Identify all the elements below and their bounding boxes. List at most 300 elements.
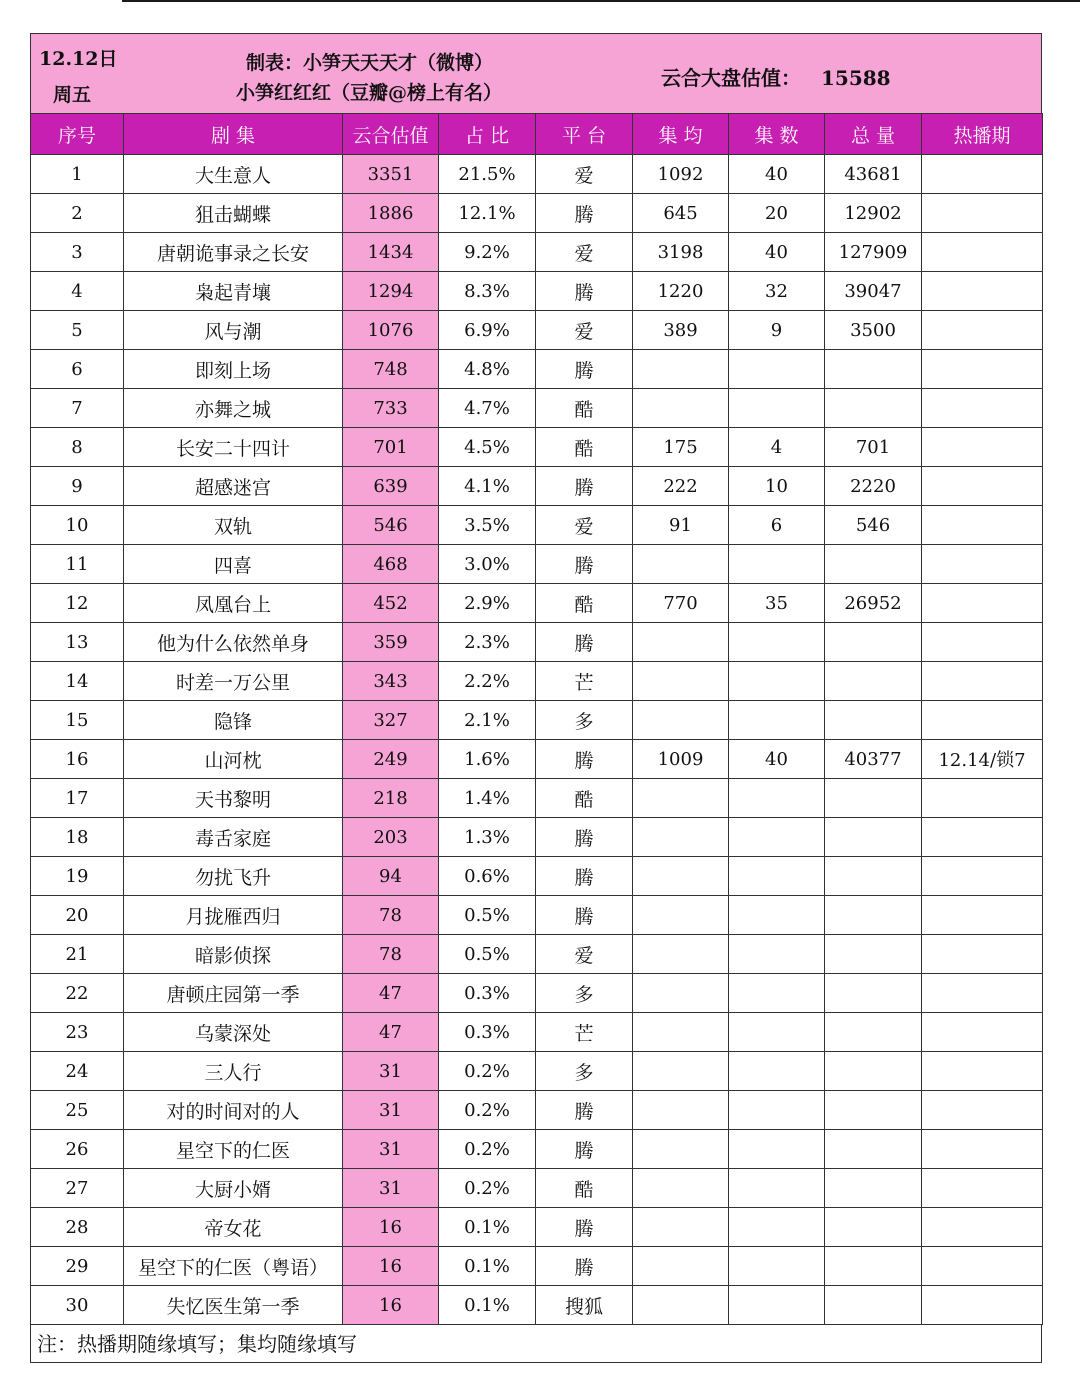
col-title-cell: 狙击蝴蝶 — [124, 194, 343, 233]
col-total-cell — [825, 1169, 922, 1208]
col-hot-period-header: 热播期 — [922, 114, 1043, 155]
col-estimate-cell: 16 — [343, 1286, 439, 1325]
col-total-cell: 546 — [825, 506, 922, 545]
col-share-cell: 0.6% — [439, 857, 536, 896]
column-header-row — [31, 114, 1043, 155]
col-estimate-cell: 701 — [343, 428, 439, 467]
table-row — [31, 935, 1043, 974]
table-row — [31, 701, 1043, 740]
col-platform-cell: 多 — [536, 701, 633, 740]
col-avg-cell: 91 — [633, 506, 729, 545]
table-row — [31, 155, 1043, 194]
col-episodes-cell: 40 — [729, 233, 825, 272]
col-title-cell: 凤凰台上 — [124, 584, 343, 623]
col-platform-cell: 腾 — [536, 1208, 633, 1247]
col-title-cell: 大厨小婿 — [124, 1169, 343, 1208]
col-share-cell: 2.9% — [439, 584, 536, 623]
col-title-cell: 三人行 — [124, 1052, 343, 1091]
col-episodes-cell — [729, 974, 825, 1013]
col-index-cell: 9 — [31, 467, 124, 506]
col-share-cell: 12.1% — [439, 194, 536, 233]
col-index-cell: 15 — [31, 701, 124, 740]
col-estimate-cell: 3351 — [343, 155, 439, 194]
table-row — [31, 311, 1043, 350]
col-total-cell — [825, 1052, 922, 1091]
col-total-header: 总 量 — [825, 114, 922, 155]
col-hot-period-cell — [922, 1286, 1043, 1325]
col-episodes-cell — [729, 1013, 825, 1052]
col-title-cell: 大生意人 — [124, 155, 343, 194]
col-share-cell: 0.1% — [439, 1208, 536, 1247]
col-avg-cell: 222 — [633, 467, 729, 506]
col-estimate-cell: 639 — [343, 467, 439, 506]
col-index-cell: 1 — [31, 155, 124, 194]
col-estimate-cell: 16 — [343, 1247, 439, 1286]
table-row — [31, 896, 1043, 935]
col-total-cell — [825, 1208, 922, 1247]
col-index-cell: 21 — [31, 935, 124, 974]
table-row — [31, 272, 1043, 311]
col-title-cell: 唐顿庄园第一季 — [124, 974, 343, 1013]
table-row — [31, 350, 1043, 389]
col-index-cell: 25 — [31, 1091, 124, 1130]
col-avg-cell — [633, 350, 729, 389]
col-share-cell: 0.3% — [439, 1013, 536, 1052]
table-row — [31, 389, 1043, 428]
col-total-cell — [825, 1247, 922, 1286]
col-estimate-cell: 16 — [343, 1208, 439, 1247]
col-episodes-cell — [729, 662, 825, 701]
col-title-cell: 乌蒙深处 — [124, 1013, 343, 1052]
col-episodes-header: 集 数 — [729, 114, 825, 155]
col-total-cell — [825, 701, 922, 740]
col-platform-cell: 爱 — [536, 935, 633, 974]
table-row — [31, 1169, 1043, 1208]
col-avg-cell — [633, 1130, 729, 1169]
col-index-cell: 12 — [31, 584, 124, 623]
col-hot-period-cell — [922, 1091, 1043, 1130]
col-title-cell: 天书黎明 — [124, 779, 343, 818]
col-estimate-cell: 748 — [343, 350, 439, 389]
col-total-cell: 26952 — [825, 584, 922, 623]
col-estimate-cell: 452 — [343, 584, 439, 623]
col-share-cell: 4.7% — [439, 389, 536, 428]
col-hot-period-cell — [922, 467, 1043, 506]
col-platform-header: 平 台 — [536, 114, 633, 155]
col-avg-cell — [633, 1247, 729, 1286]
col-avg-cell — [633, 389, 729, 428]
table-row — [31, 662, 1043, 701]
col-title-cell: 隐锋 — [124, 701, 343, 740]
col-episodes-cell: 32 — [729, 272, 825, 311]
col-share-cell: 3.5% — [439, 506, 536, 545]
col-episodes-cell — [729, 1247, 825, 1286]
col-hot-period-cell — [922, 506, 1043, 545]
col-total-cell — [825, 1130, 922, 1169]
col-total-cell: 40377 — [825, 740, 922, 779]
col-share-cell: 6.9% — [439, 311, 536, 350]
col-total-cell — [825, 857, 922, 896]
col-total-cell — [825, 662, 922, 701]
col-title-cell: 超感迷宫 — [124, 467, 343, 506]
table-row — [31, 1130, 1043, 1169]
col-title-cell: 暗影侦探 — [124, 935, 343, 974]
col-episodes-cell — [729, 701, 825, 740]
col-title-cell: 唐朝诡事录之长安 — [124, 233, 343, 272]
col-index-cell: 5 — [31, 311, 124, 350]
table-row — [31, 545, 1043, 584]
col-hot-period-cell — [922, 857, 1043, 896]
col-title-cell: 长安二十四计 — [124, 428, 343, 467]
col-hot-period-cell — [922, 428, 1043, 467]
table-row — [31, 1208, 1043, 1247]
col-index-cell: 4 — [31, 272, 124, 311]
col-episodes-cell — [729, 1130, 825, 1169]
col-avg-cell: 1092 — [633, 155, 729, 194]
col-index-cell: 24 — [31, 1052, 124, 1091]
table-row — [31, 623, 1043, 662]
col-episodes-cell — [729, 545, 825, 584]
col-share-cell: 0.2% — [439, 1130, 536, 1169]
header-credit-douban: 小笋红红红（豆瓣@榜上有名） — [236, 82, 503, 104]
col-hot-period-cell — [922, 896, 1043, 935]
col-share-cell: 0.3% — [439, 974, 536, 1013]
col-index-cell: 10 — [31, 506, 124, 545]
col-hot-period-cell — [922, 818, 1043, 857]
col-platform-cell: 芒 — [536, 1013, 633, 1052]
table-body — [31, 155, 1043, 1325]
col-total-cell: 43681 — [825, 155, 922, 194]
col-platform-cell: 爱 — [536, 155, 633, 194]
col-hot-period-cell — [922, 194, 1043, 233]
table-row — [31, 779, 1043, 818]
col-platform-cell: 酷 — [536, 389, 633, 428]
col-estimate-cell: 31 — [343, 1169, 439, 1208]
col-estimate-cell: 733 — [343, 389, 439, 428]
col-index-cell: 26 — [31, 1130, 124, 1169]
col-hot-period-cell — [922, 350, 1043, 389]
col-estimate-cell: 1076 — [343, 311, 439, 350]
table-row — [31, 1052, 1043, 1091]
col-share-cell: 8.3% — [439, 272, 536, 311]
table-row — [31, 740, 1043, 779]
table-row — [31, 233, 1043, 272]
col-episodes-cell — [729, 1091, 825, 1130]
col-index-cell: 20 — [31, 896, 124, 935]
col-avg-cell: 770 — [633, 584, 729, 623]
col-hot-period-cell — [922, 779, 1043, 818]
col-share-cell: 3.0% — [439, 545, 536, 584]
col-platform-cell: 腾 — [536, 1091, 633, 1130]
col-episodes-cell — [729, 1052, 825, 1091]
col-platform-cell: 酷 — [536, 584, 633, 623]
table-row — [31, 857, 1043, 896]
col-avg-cell — [633, 818, 729, 857]
col-avg-cell: 3198 — [633, 233, 729, 272]
col-episodes-cell: 6 — [729, 506, 825, 545]
col-title-cell: 毒舌家庭 — [124, 818, 343, 857]
col-title-cell: 对的时间对的人 — [124, 1091, 343, 1130]
col-share-cell: 9.2% — [439, 233, 536, 272]
col-avg-header: 集 均 — [633, 114, 729, 155]
col-avg-cell — [633, 623, 729, 662]
col-share-cell: 0.2% — [439, 1052, 536, 1091]
col-index-cell: 23 — [31, 1013, 124, 1052]
col-hot-period-cell — [922, 935, 1043, 974]
col-avg-cell — [633, 779, 729, 818]
col-platform-cell: 腾 — [536, 194, 633, 233]
col-share-cell: 1.6% — [439, 740, 536, 779]
col-share-cell: 0.2% — [439, 1169, 536, 1208]
table-row — [31, 428, 1043, 467]
header-weekday: 周五 — [53, 84, 92, 106]
col-avg-cell — [633, 662, 729, 701]
col-episodes-cell — [729, 779, 825, 818]
col-estimate-cell: 468 — [343, 545, 439, 584]
col-index-cell: 17 — [31, 779, 124, 818]
col-avg-cell: 645 — [633, 194, 729, 233]
col-index-cell: 18 — [31, 818, 124, 857]
footnote: 注：热播期随缘填写；集均随缘填写 — [30, 1325, 1042, 1363]
col-episodes-cell: 20 — [729, 194, 825, 233]
col-estimate-cell: 327 — [343, 701, 439, 740]
col-total-cell — [825, 1013, 922, 1052]
col-platform-cell: 多 — [536, 1052, 633, 1091]
col-platform-cell: 腾 — [536, 623, 633, 662]
top-border-line — [122, 0, 1080, 2]
col-estimate-cell: 218 — [343, 779, 439, 818]
col-total-cell: 701 — [825, 428, 922, 467]
total-label: 云合大盘估值： — [661, 66, 801, 90]
col-avg-cell — [633, 1052, 729, 1091]
header-total-estimate — [661, 62, 891, 91]
col-share-cell: 1.4% — [439, 779, 536, 818]
col-hot-period-cell — [922, 272, 1043, 311]
col-title-header: 剧 集 — [124, 114, 343, 155]
col-hot-period-cell — [922, 233, 1043, 272]
col-platform-cell: 酷 — [536, 779, 633, 818]
col-index-cell: 16 — [31, 740, 124, 779]
col-estimate-cell: 31 — [343, 1052, 439, 1091]
sheet-header — [30, 33, 1042, 113]
col-platform-cell: 搜狐 — [536, 1286, 633, 1325]
col-platform-cell: 腾 — [536, 857, 633, 896]
col-hot-period-cell: 12.14/锁7 — [922, 740, 1043, 779]
col-hot-period-cell — [922, 974, 1043, 1013]
col-avg-cell: 1220 — [633, 272, 729, 311]
col-estimate-cell: 47 — [343, 974, 439, 1013]
col-platform-cell: 腾 — [536, 896, 633, 935]
col-episodes-cell: 35 — [729, 584, 825, 623]
col-estimate-cell: 203 — [343, 818, 439, 857]
col-platform-cell: 腾 — [536, 740, 633, 779]
col-estimate-cell: 1434 — [343, 233, 439, 272]
col-total-cell: 2220 — [825, 467, 922, 506]
col-total-cell — [825, 935, 922, 974]
col-index-cell: 2 — [31, 194, 124, 233]
col-episodes-cell — [729, 1169, 825, 1208]
col-total-cell — [825, 350, 922, 389]
col-total-cell — [825, 974, 922, 1013]
col-episodes-cell: 4 — [729, 428, 825, 467]
col-estimate-cell: 31 — [343, 1130, 439, 1169]
col-platform-cell: 芒 — [536, 662, 633, 701]
col-hot-period-cell — [922, 1130, 1043, 1169]
col-episodes-cell — [729, 1208, 825, 1247]
ratings-sheet — [30, 33, 1042, 1363]
col-share-cell: 0.2% — [439, 1091, 536, 1130]
table-row — [31, 818, 1043, 857]
col-title-cell: 勿扰飞升 — [124, 857, 343, 896]
col-episodes-cell: 40 — [729, 155, 825, 194]
col-hot-period-cell — [922, 1052, 1043, 1091]
col-index-cell: 19 — [31, 857, 124, 896]
table-row — [31, 467, 1043, 506]
col-episodes-cell — [729, 1286, 825, 1325]
total-value: 15588 — [821, 66, 891, 90]
col-share-cell: 4.5% — [439, 428, 536, 467]
col-share-header: 占 比 — [439, 114, 536, 155]
col-episodes-cell: 10 — [729, 467, 825, 506]
col-estimate-cell: 94 — [343, 857, 439, 896]
col-avg-cell — [633, 1169, 729, 1208]
col-index-cell: 22 — [31, 974, 124, 1013]
drama-table — [30, 113, 1043, 1325]
col-estimate-cell: 31 — [343, 1091, 439, 1130]
col-share-cell: 2.2% — [439, 662, 536, 701]
col-estimate-cell: 359 — [343, 623, 439, 662]
col-total-cell: 12902 — [825, 194, 922, 233]
col-estimate-cell: 78 — [343, 935, 439, 974]
col-estimate-cell: 1886 — [343, 194, 439, 233]
col-platform-cell: 腾 — [536, 545, 633, 584]
col-episodes-cell: 40 — [729, 740, 825, 779]
col-title-cell: 即刻上场 — [124, 350, 343, 389]
col-title-cell: 帝女花 — [124, 1208, 343, 1247]
col-share-cell: 1.3% — [439, 818, 536, 857]
col-total-cell: 127909 — [825, 233, 922, 272]
col-avg-cell — [633, 545, 729, 584]
col-platform-cell: 腾 — [536, 818, 633, 857]
col-avg-cell — [633, 935, 729, 974]
table-row — [31, 506, 1043, 545]
col-episodes-cell — [729, 896, 825, 935]
col-avg-cell — [633, 1286, 729, 1325]
col-platform-cell: 爱 — [536, 311, 633, 350]
col-share-cell: 2.1% — [439, 701, 536, 740]
col-hot-period-cell — [922, 155, 1043, 194]
col-hot-period-cell — [922, 662, 1043, 701]
col-share-cell: 4.1% — [439, 467, 536, 506]
col-avg-cell: 389 — [633, 311, 729, 350]
col-total-cell — [825, 623, 922, 662]
col-title-cell: 失忆医生第一季 — [124, 1286, 343, 1325]
col-index-cell: 27 — [31, 1169, 124, 1208]
col-avg-cell — [633, 857, 729, 896]
col-avg-cell — [633, 896, 729, 935]
col-platform-cell: 腾 — [536, 1130, 633, 1169]
table-row — [31, 194, 1043, 233]
col-platform-cell: 腾 — [536, 272, 633, 311]
col-index-cell: 14 — [31, 662, 124, 701]
col-estimate-cell: 1294 — [343, 272, 439, 311]
col-total-cell — [825, 389, 922, 428]
col-index-header: 序号 — [31, 114, 124, 155]
col-estimate-cell: 47 — [343, 1013, 439, 1052]
table-row — [31, 974, 1043, 1013]
col-hot-period-cell — [922, 623, 1043, 662]
col-title-cell: 山河枕 — [124, 740, 343, 779]
col-hot-period-cell — [922, 701, 1043, 740]
col-hot-period-cell — [922, 1013, 1043, 1052]
table-row — [31, 584, 1043, 623]
header-credit-weibo: 制表：小笋天天天才（微博） — [246, 52, 494, 74]
col-platform-cell: 酷 — [536, 1169, 633, 1208]
col-episodes-cell — [729, 818, 825, 857]
col-title-cell: 四喜 — [124, 545, 343, 584]
col-platform-cell: 爱 — [536, 233, 633, 272]
col-index-cell: 11 — [31, 545, 124, 584]
col-platform-cell: 腾 — [536, 467, 633, 506]
table-row — [31, 1091, 1043, 1130]
header-date: 12.12日 — [39, 48, 118, 70]
col-episodes-cell — [729, 623, 825, 662]
col-title-cell: 枭起青壤 — [124, 272, 343, 311]
col-title-cell: 时差一万公里 — [124, 662, 343, 701]
col-total-cell — [825, 545, 922, 584]
col-share-cell: 0.1% — [439, 1247, 536, 1286]
col-hot-period-cell — [922, 1208, 1043, 1247]
col-platform-cell: 腾 — [536, 1247, 633, 1286]
col-estimate-header: 云合估值 — [343, 114, 439, 155]
col-index-cell: 3 — [31, 233, 124, 272]
col-platform-cell: 酷 — [536, 428, 633, 467]
col-hot-period-cell — [922, 311, 1043, 350]
col-index-cell: 13 — [31, 623, 124, 662]
col-episodes-cell: 9 — [729, 311, 825, 350]
col-avg-cell: 175 — [633, 428, 729, 467]
col-avg-cell: 1009 — [633, 740, 729, 779]
col-estimate-cell: 78 — [343, 896, 439, 935]
col-platform-cell: 多 — [536, 974, 633, 1013]
col-share-cell: 0.5% — [439, 896, 536, 935]
col-total-cell: 39047 — [825, 272, 922, 311]
col-share-cell: 4.8% — [439, 350, 536, 389]
col-estimate-cell: 343 — [343, 662, 439, 701]
col-avg-cell — [633, 701, 729, 740]
col-hot-period-cell — [922, 1247, 1043, 1286]
col-platform-cell: 爱 — [536, 506, 633, 545]
col-total-cell — [825, 896, 922, 935]
col-total-cell: 3500 — [825, 311, 922, 350]
col-index-cell: 28 — [31, 1208, 124, 1247]
col-total-cell — [825, 818, 922, 857]
col-total-cell — [825, 779, 922, 818]
col-share-cell: 0.1% — [439, 1286, 536, 1325]
col-share-cell: 21.5% — [439, 155, 536, 194]
col-title-cell: 双轨 — [124, 506, 343, 545]
col-avg-cell — [633, 1091, 729, 1130]
col-episodes-cell — [729, 350, 825, 389]
col-title-cell: 亦舞之城 — [124, 389, 343, 428]
col-hot-period-cell — [922, 545, 1043, 584]
table-row — [31, 1286, 1043, 1325]
col-platform-cell: 腾 — [536, 350, 633, 389]
col-avg-cell — [633, 1208, 729, 1247]
col-title-cell: 星空下的仁医 — [124, 1130, 343, 1169]
col-avg-cell — [633, 974, 729, 1013]
col-total-cell — [825, 1286, 922, 1325]
